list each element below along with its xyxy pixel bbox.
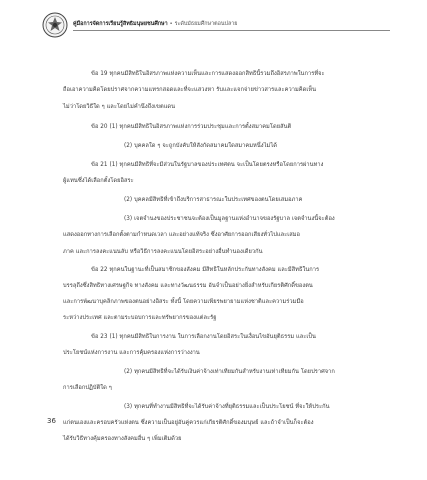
text-line: ไม่ว่าโดยวิธีใด ๆ และโดยไม่คำนึงถึงเขตแดน	[63, 104, 176, 110]
header-subtitle: ระดับมัธยมศึกษาตอนปลาย	[174, 21, 238, 27]
header-separator: •	[169, 21, 173, 27]
text-line: ระหว่างประเทศ และตามระบอบการและทรัพยากรของแต่ละรัฐ	[63, 315, 217, 321]
text-line: ประโยชน์แห่งการงาน และการคุ้มครองแห่งการว่างงาน	[63, 350, 200, 356]
text-line: ข้อ 20 (1) ทุกคนมีสิทธิในอิสรภาพแห่งการร่วมประชุมและการตั้งสมาคมโดยสันติ	[91, 124, 292, 130]
text-line: แก่ตนเองและครอบครัวแห่งตน ซึ่งความเป็นอยู่อันคู่ควรแก่เกียรติศักดิ์ของมนุษย์ และถ้าจำเป็นก็จะต้อง	[63, 420, 314, 426]
text-line: ได้รับวิธีทางคุ้มครองทางสังคมอื่น ๆ เพิ่มเติมด้วย	[63, 436, 182, 442]
text-line: และการพัฒนาบุคลิกภาพของตนอย่างอิสระ ทั้งนี้ โดยความเพียรพยายามแห่งชาติและความร่วมมือ	[63, 299, 304, 305]
text-line: ผู้แทนซึ่งได้เลือกตั้งโดยอิสระ	[63, 178, 134, 184]
text-line: แสดงออกทางการเลือกตั้งตามกำหนดเวลา และอย่างแท้จริง ซึ่งอาศัยการออกเสียงทั่วไปและเสมอ	[63, 232, 301, 238]
text-line: ถือเอาความคิดโดยปราศจากความแทรกสอดและที่จะแสวงหา รับและแจกจ่ายข่าวสารและความคิดเห็น	[63, 87, 317, 93]
page-number: 36	[47, 417, 56, 425]
text-line: ข้อ 21 (1) ทุกคนมีสิทธิที่จะมีส่วนในรัฐบาลของประเทศตน จะเป็นโดยตรงหรือโดยการผ่านทาง	[91, 162, 324, 168]
text-line: ข้อ 19 ทุกคนมีสิทธิในอิสรภาพแห่งความเห็นและการแสดงออกสิทธินี้รวมถึงอิสรภาพในการที่จะ	[91, 71, 325, 77]
text-line: ข้อ 22 ทุกคนในฐานะที่เป็นสมาชิกของสังคม มีสิทธิในหลักประกันทางสังคม และมีสิทธิในการ	[91, 267, 320, 273]
text-line: (2) บุคคลมีสิทธิที่เข้าถึงบริการสาธารณะในประเทศของตนโดยเสมอภาค	[124, 197, 303, 203]
text-line: (3) เจตจำนงของประชาชนจะต้องเป็นมูลฐานแห่งอำนาจของรัฐบาล เจตจำนงนี้จะต้อง	[124, 216, 335, 222]
text-line: ข้อ 23 (1) ทุกคนมีสิทธิในการงาน ในการเลือกงานโดยอิสระในเงื่อนไขอันยุติธรรม และเป็น	[91, 334, 316, 340]
text-line: (2) บุคคลใด ๆ จะถูกบังคับให้สังกัดสมาคมใดสมาคมหนึ่งไม่ได้	[124, 143, 277, 149]
text-line: การเลือกปฏิบัติใด ๆ	[63, 385, 112, 391]
text-line: บรรลุถึงซึ่งสิทธิทางเศรษฐกิจ ทางสังคม และทางวัฒนธรรม อันจำเป็นอย่างยิ่งสำหรับเกียรติศักดิ์ของตน	[63, 283, 313, 289]
text-line: (2) ทุกคนมีสิทธิที่จะได้รับเงินค่าจ้างเท่าเทียมกันสำหรับงานเท่าเทียมกัน โดยปราศจาก	[124, 369, 335, 375]
text-line: ภาค และการลงคะแนนลับ หรือวิธีการลงคะแนนโดยอิสระอย่างอื่นทำนองเดียวกัน	[63, 249, 263, 255]
header-title: คู่มือการจัดการเรียนรู้สิทธิมนุษยชนศึกษา	[73, 21, 168, 27]
text-line: (3) ทุกคนที่ทำงานมีสิทธิที่จะได้รับค่าจ้างที่ยุติธรรมและเป็นประโยชน์ ที่จะให้ประกัน	[124, 404, 330, 410]
